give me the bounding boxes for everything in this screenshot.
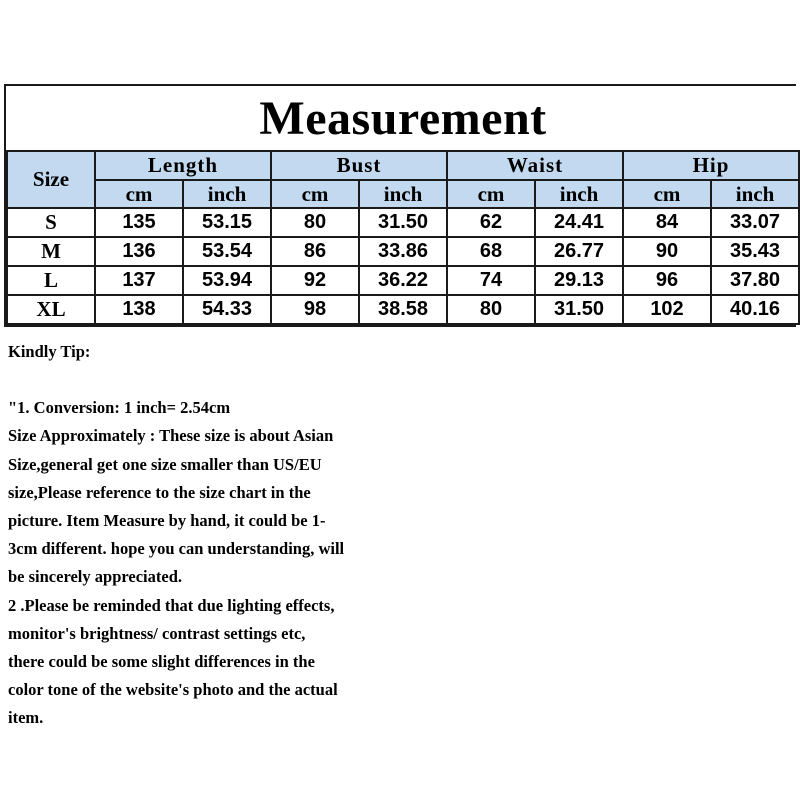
tip-line: picture. Item Measure by hand, it could be 1- xyxy=(8,511,326,531)
bust-inch-cell: 31.50 xyxy=(359,208,447,237)
waist-inch-cell: 29.13 xyxy=(535,266,623,295)
length-inch-header: inch xyxy=(183,180,271,208)
table-row-s xyxy=(7,208,799,237)
bust-cm-cell: 80 xyxy=(271,208,359,237)
waist-header: Waist xyxy=(447,151,623,180)
chart-title: Measurement xyxy=(7,86,799,151)
bust-cm-cell: 98 xyxy=(271,295,359,324)
size-cell: S xyxy=(7,208,95,237)
tip-line: "1. Conversion: 1 inch= 2.54cm xyxy=(8,398,231,418)
hip-cm-cell: 84 xyxy=(623,208,711,237)
hip-header: Hip xyxy=(623,151,799,180)
tip-line: color tone of the website's photo and the actual xyxy=(8,680,338,700)
tip-line: there could be some slight differences in the xyxy=(8,652,315,672)
bust-inch-header: inch xyxy=(359,180,447,208)
waist-inch-header: inch xyxy=(535,180,623,208)
bust-inch-cell: 36.22 xyxy=(359,266,447,295)
waist-cm-cell: 68 xyxy=(447,237,535,266)
bust-cm-cell: 92 xyxy=(271,266,359,295)
waist-cm-cell: 62 xyxy=(447,208,535,237)
tip-line: 3cm different. hope you can understanding, will xyxy=(8,539,345,559)
hip-inch-header: inch xyxy=(711,180,799,208)
table-row-m xyxy=(7,237,799,266)
size-chart xyxy=(4,84,796,327)
tip-line: 2 .Please be reminded that due lighting effects, xyxy=(8,595,335,615)
size-cell: M xyxy=(7,237,95,266)
length-header: Length xyxy=(95,151,271,180)
bust-inch-cell: 38.58 xyxy=(359,295,447,324)
length-cm-cell: 135 xyxy=(95,208,183,237)
group-header-row xyxy=(7,151,799,180)
length-inch-cell: 53.15 xyxy=(183,208,271,237)
waist-cm-cell: 80 xyxy=(447,295,535,324)
hip-inch-cell: 33.07 xyxy=(711,208,799,237)
length-cm-header: cm xyxy=(95,180,183,208)
size-cell: L xyxy=(7,266,95,295)
hip-cm-header: cm xyxy=(623,180,711,208)
size-header: Size xyxy=(7,151,95,208)
length-inch-cell: 54.33 xyxy=(183,295,271,324)
tips-heading: Kindly Tip: xyxy=(8,342,91,361)
unit-header-row xyxy=(7,180,799,208)
waist-cm-cell: 74 xyxy=(447,266,535,295)
length-cm-cell: 138 xyxy=(95,295,183,324)
hip-inch-cell: 37.80 xyxy=(711,266,799,295)
length-inch-cell: 53.94 xyxy=(183,266,271,295)
bust-inch-cell: 33.86 xyxy=(359,237,447,266)
length-cm-cell: 137 xyxy=(95,266,183,295)
bust-cm-header: cm xyxy=(271,180,359,208)
waist-inch-cell: 24.41 xyxy=(535,208,623,237)
hip-cm-cell: 102 xyxy=(623,295,711,324)
table-row-xl xyxy=(7,295,799,324)
bust-header: Bust xyxy=(271,151,447,180)
waist-cm-header: cm xyxy=(447,180,535,208)
table-row-l xyxy=(7,266,799,295)
length-inch-cell: 53.54 xyxy=(183,237,271,266)
tip-line: monitor's brightness/ contrast settings etc, xyxy=(8,623,306,643)
kindly-tips xyxy=(8,338,448,733)
tip-line: Size,general get one size smaller than US/EU xyxy=(8,454,322,474)
spacer xyxy=(8,366,448,394)
length-cm-cell: 136 xyxy=(95,237,183,266)
hip-cm-cell: 96 xyxy=(623,266,711,295)
tip-line: size,Please reference to the size chart in the xyxy=(8,482,311,502)
measurement-table xyxy=(6,86,800,325)
tip-line: be sincerely appreciated. xyxy=(8,567,182,587)
hip-cm-cell: 90 xyxy=(623,237,711,266)
waist-inch-cell: 26.77 xyxy=(535,237,623,266)
hip-inch-cell: 40.16 xyxy=(711,295,799,324)
tip-line: item. xyxy=(8,708,44,728)
bust-cm-cell: 86 xyxy=(271,237,359,266)
waist-inch-cell: 31.50 xyxy=(535,295,623,324)
size-cell: XL xyxy=(7,295,95,324)
tip-line: Size Approximately : These size is about Asian xyxy=(8,426,334,446)
hip-inch-cell: 35.43 xyxy=(711,237,799,266)
